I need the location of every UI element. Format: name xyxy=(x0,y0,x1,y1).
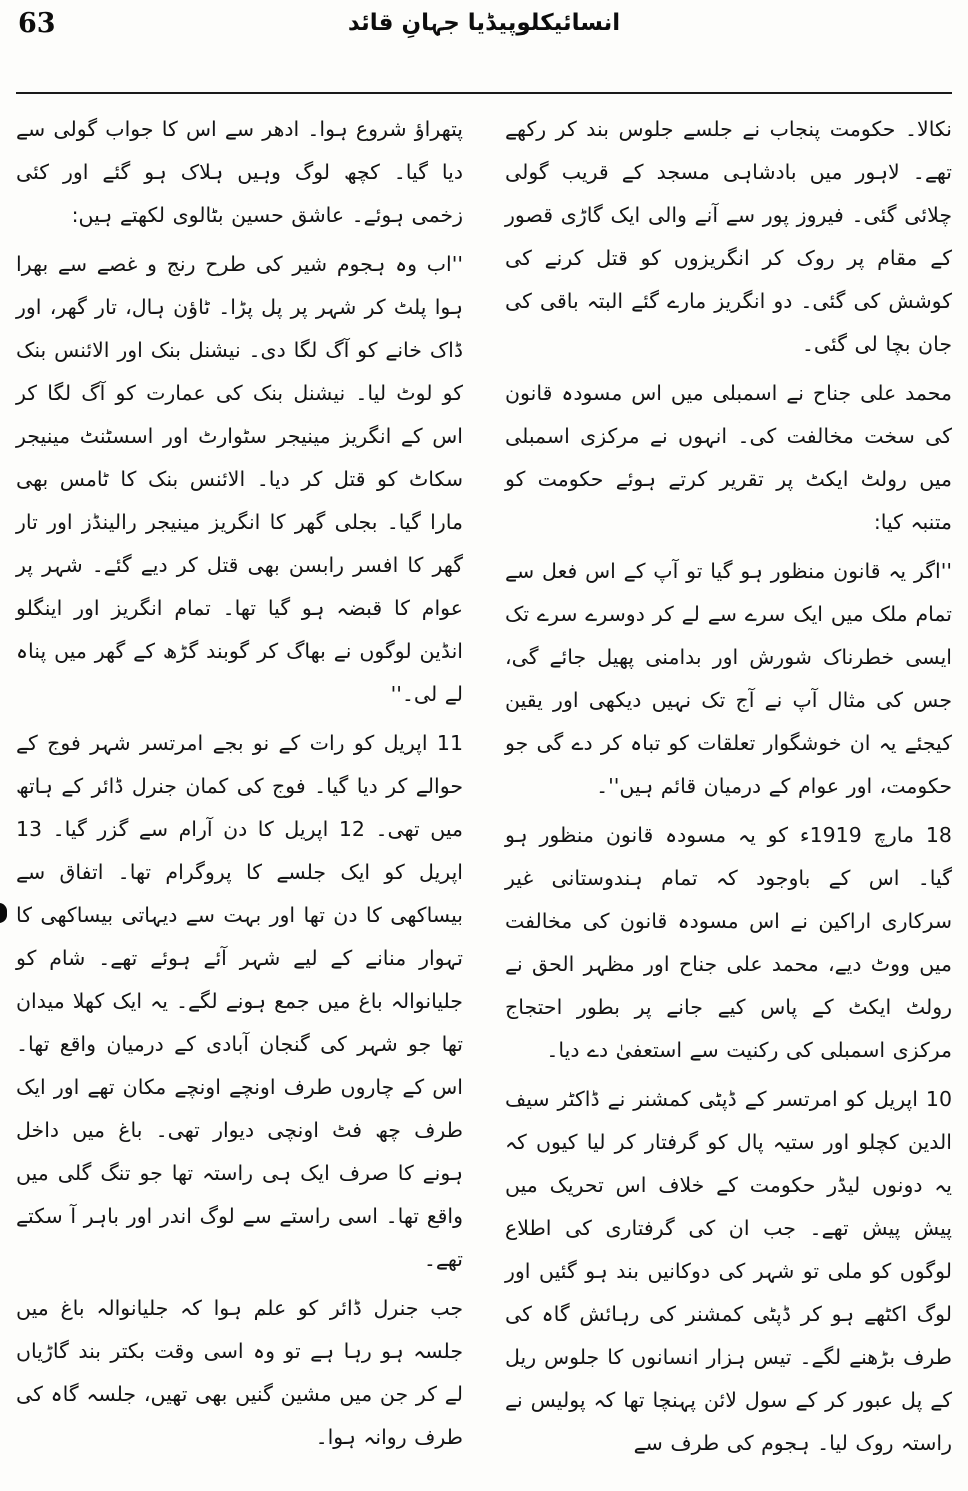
page-header xyxy=(16,8,952,48)
column-left xyxy=(16,108,463,1471)
column-right xyxy=(505,108,952,1471)
paragraph: پتھراؤ شروع ہوا۔ ادھر سے اس کا جواب گولی سے دیا گیا۔ کچھ لوگ وہیں ہلاک ہو گئے اور کئی زخمی ہوئے۔ عاشق حسین بٹالوی لکھتے ہیں: xyxy=(16,117,463,227)
paragraph: 11 اپریل کو رات کے نو بجے امرتسر شہر فوج کے حوالے کر دیا گیا۔ فوج کی کمان جنرل ڈائر کے ہاتھ میں تھی۔ 12 اپریل کا دن آرام سے گزر گیا۔ 13 اپریل کو ایک جلسے کا پروگرام تھا۔ اتفاق سے بیساکھی کا دن تھا اور بہت سے دیہاتی بیساکھی کا تہوار منانے کے لیے شہر آئے ہوئے تھے۔ شام کو جلیانوالہ باغ میں جمع ہونے لگے۔ یہ ایک کھلا میدان تھا جو شہر کی گنجان آبادی کے درمیان واقع تھا۔ اس کے چاروں طرف اونچے اونچے مکان تھے اور ایک طرف چھ فٹ اونچی دیوار تھی۔ باغ میں داخل ہونے کا صرف ایک ہی راستہ تھا جو تنگ گلی میں واقع تھا۔ اسی راستے سے لوگ اندر اور باہر آ سکتے تھے۔ xyxy=(16,731,464,1271)
page-number: 63 xyxy=(18,8,56,39)
paragraph: محمد علی جناح نے اسمبلی میں اس مسودہ قانون کی سخت مخالفت کی۔ انہوں نے مرکزی اسمبلی میں رولٹ ایکٹ پر تقریر کرتے ہوئے حکومت کو متنبہ کیا: xyxy=(505,381,952,534)
paragraph: 18 مارچ 1919ء کو یہ مسودہ قانون منظور ہو گیا۔ اس کے باوجود کہ تمام ہندوستانی غیر سرکاری اراکین نے اس مسودہ قانون کی مخالفت میں ووٹ دیے، محمد علی جناح اور مظہر الحق نے رولٹ ایکٹ کے پاس کیے جانے پر بطور احتجاج مرکزی اسمبلی کی رکنیت سے استعفیٰ دے دیا۔ xyxy=(505,823,952,1062)
book-title: انسائیکلوپیڈیا جہانِ قائد xyxy=(347,10,621,36)
paragraph: 10 اپریل کو امرتسر کے ڈپٹی کمشنر نے ڈاکٹر سیف الدین کچلو اور ستیہ پال کو گرفتار کر لیا کیوں کہ یہ دونوں لیڈر حکومت کے خلاف اس تحریک میں پیش پیش تھے۔ جب ان کی گرفتاری کی اطلاع لوگوں کو ملی تو شہر کی دوکانیں بند ہو گئیں اور لوگ اکٹھے ہو کر ڈپٹی کمشنر کی رہائش گاہ کی طرف بڑھنے لگے۔ تیس ہزار انسانوں کا جلوس ریل کے پل عبور کر کے سول لائن پہنچا تھا کہ پولیس نے راستہ روک لیا۔ ہجوم کی طرف سے xyxy=(505,1087,952,1455)
scan-artifact xyxy=(0,903,7,923)
quote-paragraph: ''اب وہ ہجوم شیر کی طرح رنج و غصے سے بھرا ہوا پلٹ کر شہر پر پل پڑا۔ ٹاؤن ہال، تار گھر، اور ڈاک خانے کو آگ لگا دی۔ نیشنل بنک اور الائنس بنک کو لوٹ لیا۔ نیشنل بنک کی عمارت کو آگ لگا کر اس کے انگریز مینیجر سٹوارٹ اور اسسٹنٹ مینیجر سکاٹ کو قتل کر دیا۔ الائنس بنک کا ٹامس بھی مارا گیا۔ بجلی گھر کا انگریز مینیجر رالینڈز اور تار گھر کا افسر رابسن بھی قتل کر دیے گئے۔ شہر پر عوام کا قبضہ ہو گیا تھا۔ تمام انگریز اور اینگلو انڈین لوگوں نے بھاگ کر گوبند گڑھ کے گھر میں پناہ لے لی۔'' xyxy=(16,252,463,706)
paragraph: جب جنرل ڈائر کو علم ہوا کہ جلیانوالہ باغ میں جلسہ ہو رہا ہے تو وہ اسی وقت بکتر بند گاڑیاں لے کر جن میں مشین گنیں بھی تھیں، جلسہ گاہ کی طرف روانہ ہوا۔ xyxy=(16,1296,463,1449)
paragraph: نکالا۔ حکومت پنجاب نے جلسے جلوس بند کر رکھے تھے۔ لاہور میں بادشاہی مسجد کے قریب گولی چلائی گئی۔ فیروز پور سے آنے والی ایک گاڑی قصور کے مقام پر روک کر انگریزوں کو قتل کرنے کی کوشش کی گئی۔ دو انگریز مارے گئے البتہ باقی کی جان بچا لی گئی۔ xyxy=(505,117,952,356)
quote-paragraph: ''اگر یہ قانون منظور ہو گیا تو آپ کے اس فعل سے تمام ملک میں ایک سرے سے لے کر دوسرے سرے تک ایسی خطرناک شورش اور بدامنی پھیل جائے گی، جس کی مثال آپ نے آج تک نہیں دیکھی اور یقین کیجئے یہ ان خوشگوار تعلقات کو تباہ کر دے گی جو حکومت، اور عوام کے درمیان قائم ہیں''۔ xyxy=(505,559,952,798)
text-columns xyxy=(16,94,952,1471)
